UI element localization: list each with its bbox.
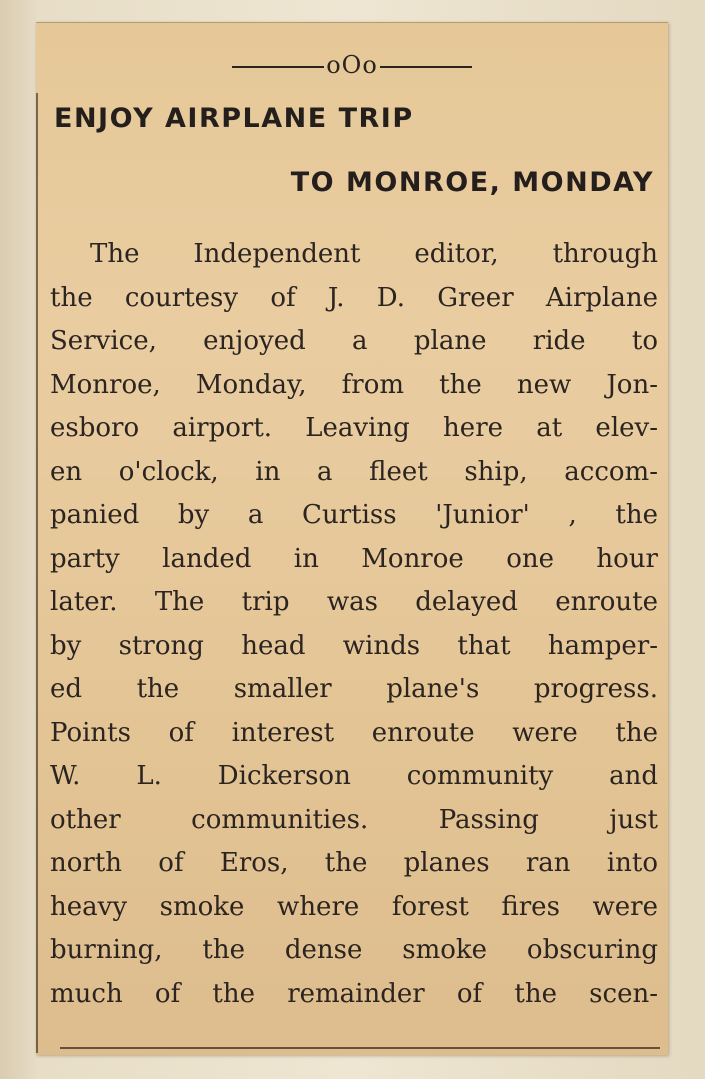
ornament-divider (36, 51, 668, 79)
article-body (50, 233, 658, 1016)
article-line: Points of interest enroute were the (50, 717, 658, 748)
article-line: esboro airport. Leaving here at elev- (50, 413, 658, 443)
bottom-rule (60, 1047, 660, 1049)
divider-line-left (232, 66, 324, 68)
article-line: W. L. Dickerson community and (50, 761, 658, 791)
article-line: much of the remainder of the scen- (50, 978, 658, 1009)
article-line: panied by a Curtiss 'Junior' , the (50, 500, 658, 530)
article-line: the courtesy of J. D. Greer Airplane (50, 282, 658, 313)
ornament-glyph: oOo (326, 51, 378, 79)
article-line: Service, enjoyed a plane ride to (50, 326, 658, 356)
article-line: later. The trip was delayed enroute (50, 587, 658, 617)
newspaper-clipping (36, 22, 668, 1055)
article-line: party landed in Monroe one hour (50, 543, 658, 574)
divider-line-right (380, 66, 472, 68)
headline-line-2: TO MONROE, MONDAY (290, 167, 654, 198)
article-line: north of Eros, the planes ran into (50, 848, 658, 878)
article-line: ed the smaller plane's progress. (50, 674, 658, 704)
headline-line-1: ENJOY AIRPLANE TRIP (54, 103, 414, 134)
scrapbook-page-edge (0, 0, 36, 1079)
article-line: by strong head winds that hamper- (50, 630, 658, 661)
article-line: The Independent editor, through (90, 239, 658, 269)
article-line: burning, the dense smoke obscuring (50, 935, 658, 965)
article-line: Monroe, Monday, from the new Jon- (50, 369, 658, 400)
article-line: other communities. Passing just (50, 804, 658, 835)
column-rule (36, 93, 38, 1053)
article-line: heavy smoke where forest fires were (50, 891, 658, 922)
article-line: en o'clock, in a fleet ship, accom- (50, 456, 658, 487)
